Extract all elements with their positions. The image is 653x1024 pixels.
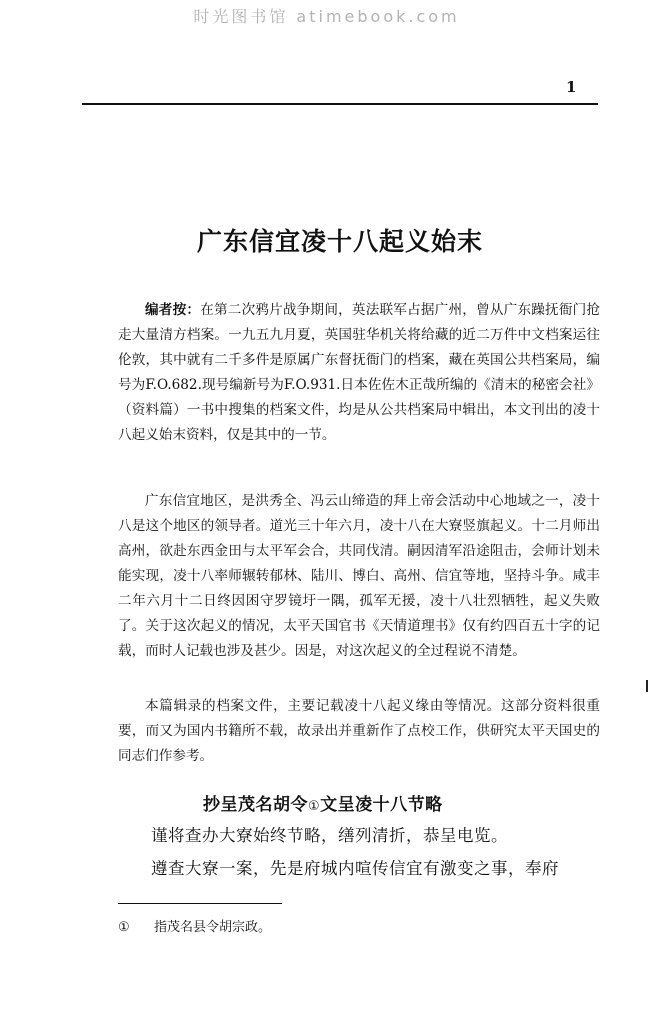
scan-edge-mark	[646, 680, 648, 692]
body-line-1: 谨将查办大寮始终节略，缮列清折，恭呈电览。	[151, 826, 508, 845]
editor-note-text: 在第二次鸦片战争期间，英法联军占据广州，曾从广东躁抚衙门抢走大量清方档案。一九五九月夏，英国驻华机关将给藏的近二万件中文档案运往伦敦，其中就有二千多件是原属广东督抚衙门的档案，藏在英国公共档案局，编号为F.O.682.现号编新号为F.O.931.日本佐佐木正哉所编的《清末的秘密会社》（资料篇）一书中搜集的档案文件，均是从公共档案局中辑出，本文刊出的凌十八起义始末资料，仅是其中的一节。	[118, 302, 601, 443]
editor-note-label: 编者按：	[145, 302, 201, 318]
page-number: 1	[566, 78, 577, 96]
intro-paragraph-1: 广东信宜地区，是洪秀全、冯云山缔造的拜上帝会活动中心地域之一，凌十八是这个地区的领导者。道光三十年六月，凌十八在大寮竖旗起义。十二月师出高州，欲赴东西金田与太平军会合，共同伐清。嗣因清军沿途阻击，会师计划未能实现，凌十八率师辗转郁林、陆川、博白、高州、信宜等地，坚持斗争。咸丰二年六月十二日终因困守罗镜圩一隅，孤军无援，凌十八壮烈牺牲，起义失败了。关于这次起义的情况，太平天国官书《天情道理书》仅有约四百五十字的记载，而时人记载也涉及甚少。因是，对这次起义的全过程说不清楚。	[118, 493, 600, 659]
intro-paragraph-2: 本篇辑录的档案文件，主要记载凌十八起义缘由等情况。这部分资料很重要，而又为国内书籍所不载，故录出并重新作了点校工作，供研究太平天国史的同志们作参考。	[118, 698, 600, 764]
site-watermark: 时光图书馆 atimebook.com	[193, 7, 460, 26]
footnote	[118, 916, 271, 935]
footnote-text: 指茂名县令胡宗政。	[154, 920, 272, 935]
document-title: 广东信宜凌十八起义始末	[196, 226, 483, 256]
section-title-rest: 文呈凌十八节略	[320, 795, 443, 815]
header-rule	[82, 103, 598, 105]
body-line-2: 遵查大寮一案，先是府城内喧传信宜有激变之事，奉府	[151, 859, 559, 878]
section-title-main: 抄呈茂名胡令	[203, 795, 308, 815]
footnote-marker: ①	[118, 920, 130, 935]
footnote-rule	[118, 903, 282, 904]
section-title	[203, 790, 443, 815]
editor-note	[118, 298, 600, 448]
section-footnote-ref[interactable]: ①	[308, 799, 321, 814]
